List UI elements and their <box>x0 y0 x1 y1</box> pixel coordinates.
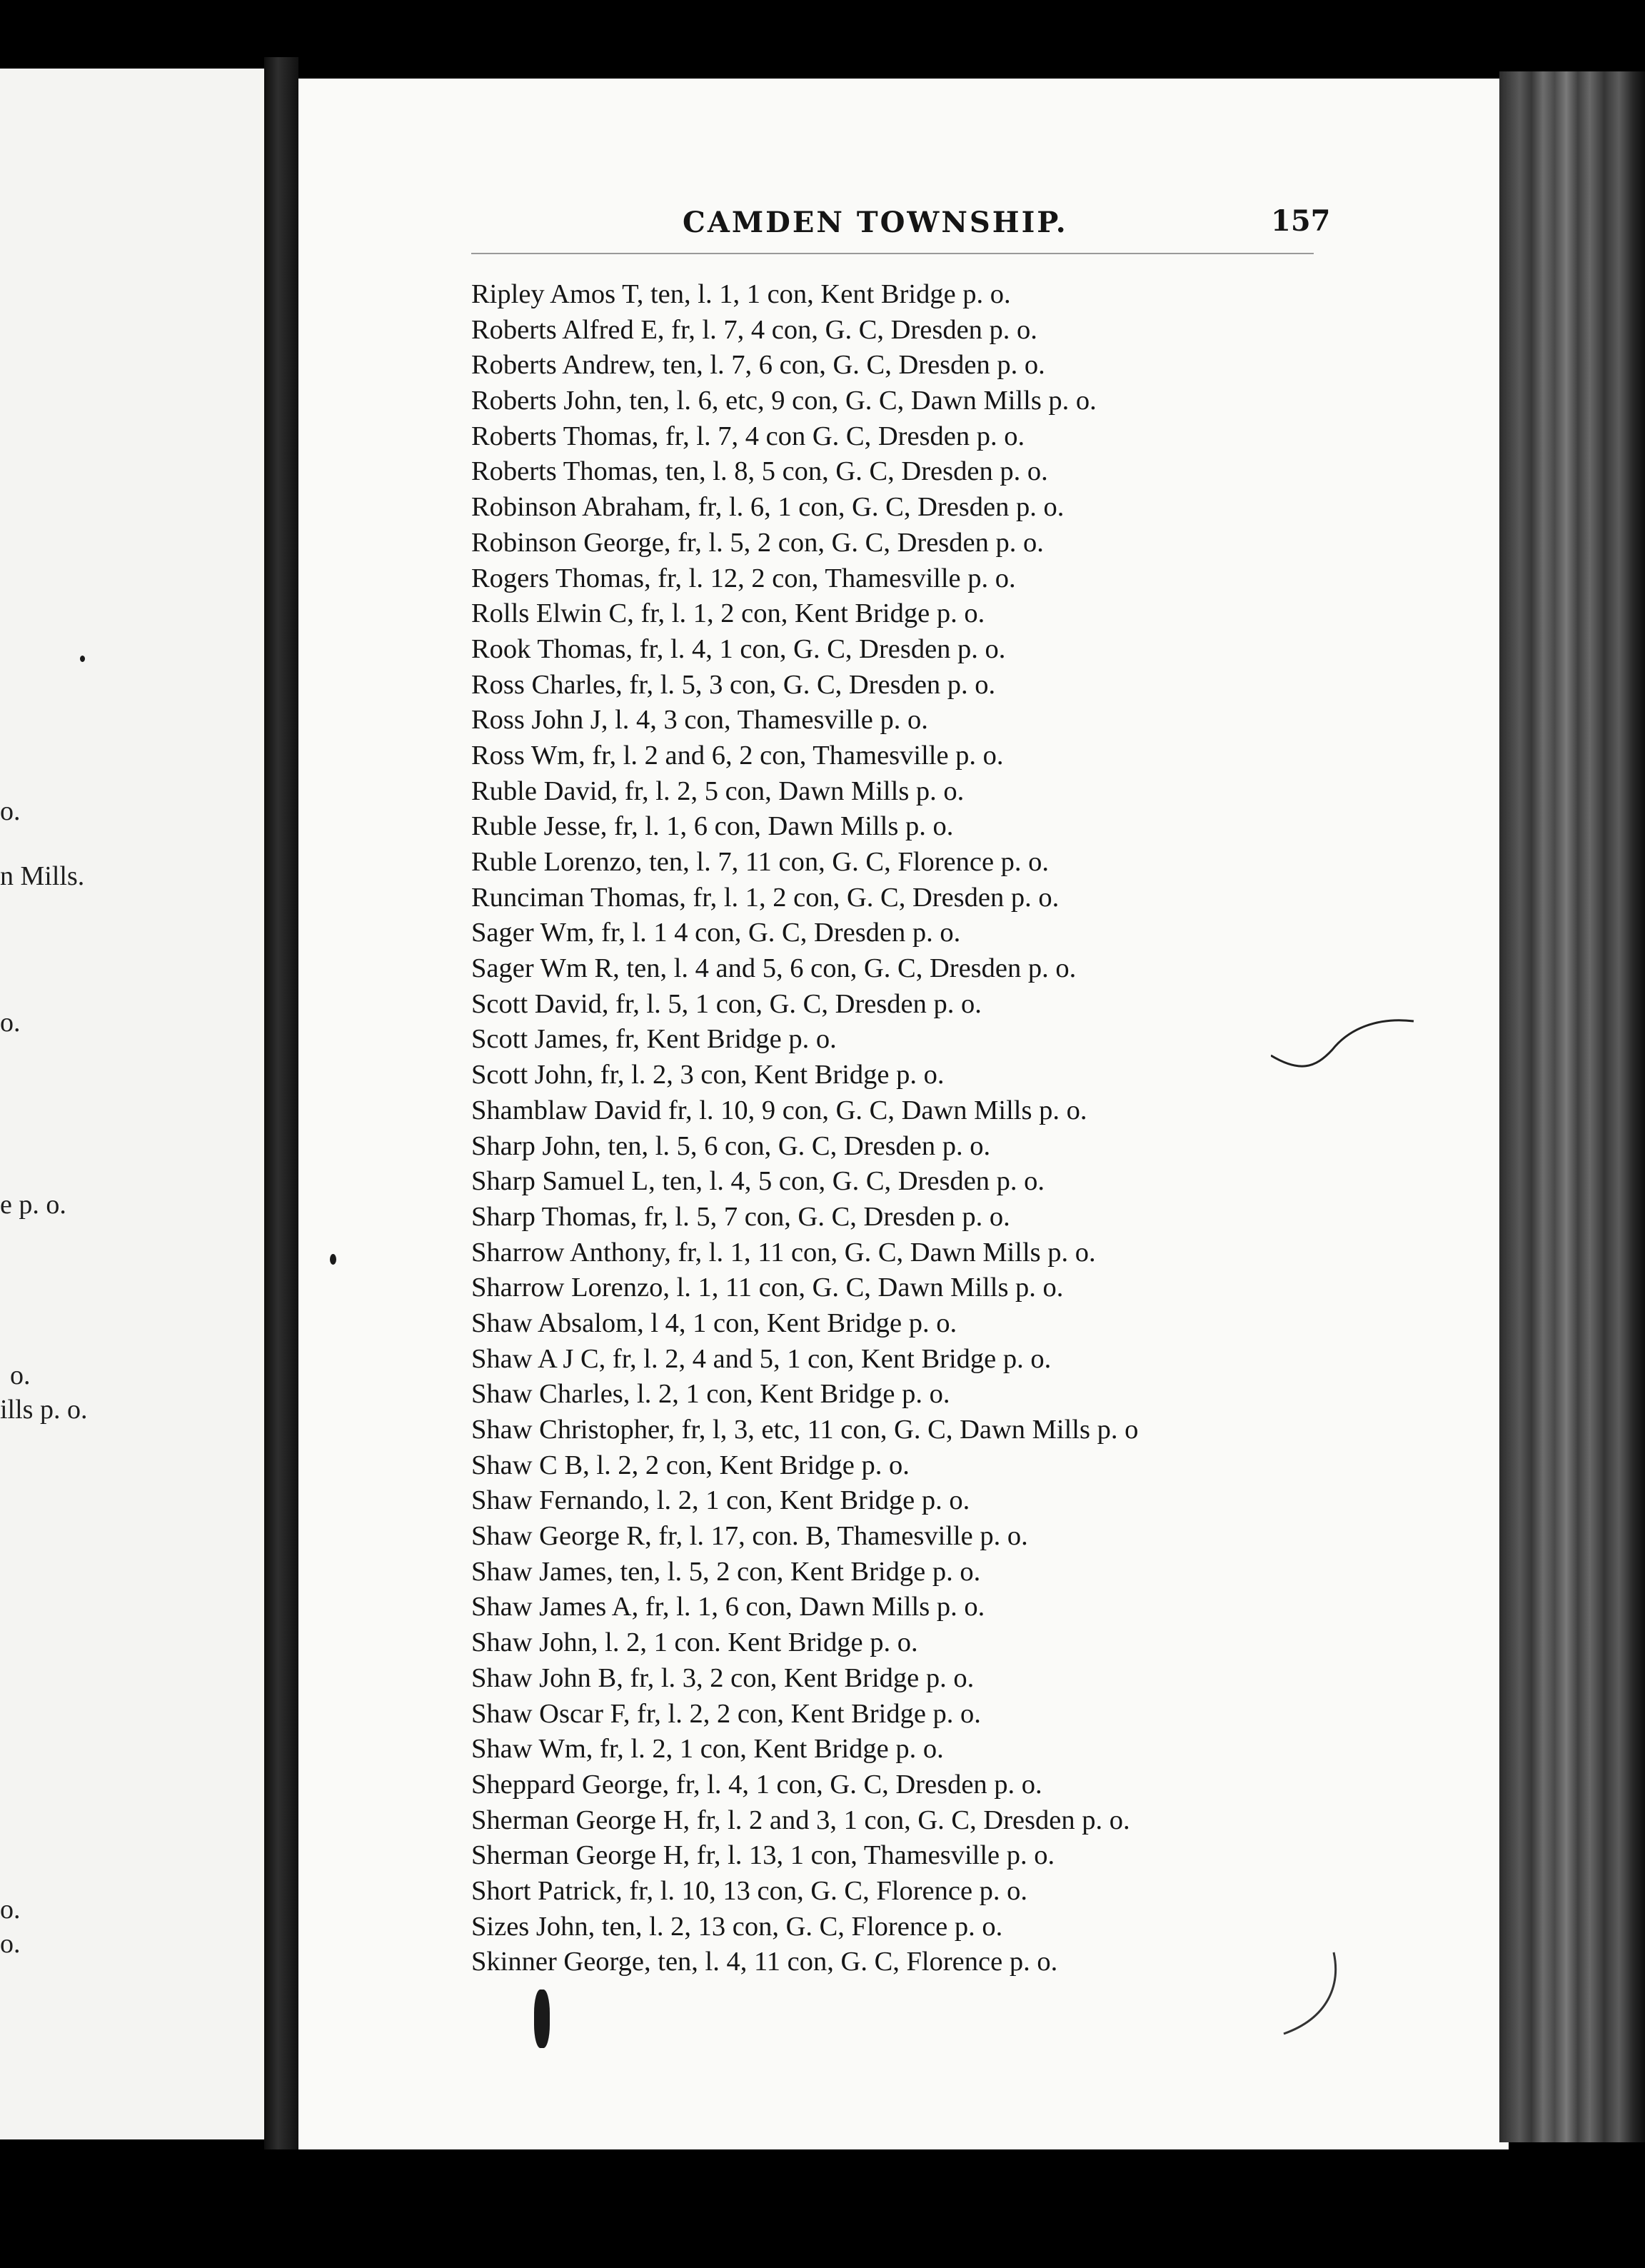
left-page-fragment: n Mills. <box>0 861 85 891</box>
directory-entry: Roberts Thomas, ten, l. 8, 5 con, G. C, Dresden p. o. <box>471 456 1048 487</box>
directory-entry: Shaw Absalom, l 4, 1 con, Kent Bridge p. o. <box>471 1308 957 1338</box>
directory-entry: Sharp Thomas, fr, l. 5, 7 con, G. C, Dresden p. o. <box>471 1201 1010 1232</box>
page-edges <box>1499 71 1645 2142</box>
directory-entry: Shaw C B, l. 2, 2 con, Kent Bridge p. o. <box>471 1450 910 1480</box>
directory-entry: Sharrow Anthony, fr, l. 1, 11 con, G. C, Dawn Mills p. o. <box>471 1237 1096 1268</box>
directory-entry: Shaw Wm, fr, l. 2, 1 con, Kent Bridge p. o. <box>471 1734 944 1765</box>
directory-entry: Scott John, fr, l. 2, 3 con, Kent Bridge p. o. <box>471 1060 945 1090</box>
directory-entry: Runciman Thomas, fr, l. 1, 2 con, G. C, Dresden p. o. <box>471 882 1060 913</box>
directory-entry: Sager Wm R, ten, l. 4 and 5, 6 con, G. C, Dresden p. o. <box>471 953 1077 984</box>
directory-entry: Shaw John, l. 2, 1 con. Kent Bridge p. o. <box>471 1627 918 1658</box>
directory-entry: Shaw George R, fr, l. 17, con. B, Thamesville p. o. <box>471 1521 1028 1552</box>
directory-entry: Rook Thomas, fr, l. 4, 1 con, G. C, Dresden p. o. <box>471 633 1006 664</box>
directory-entry: Sherman George H, fr, l. 13, 1 con, Thamesville p. o. <box>471 1840 1055 1871</box>
pen-stroke-mark <box>1271 1007 1421 1085</box>
directory-entry: Rogers Thomas, fr, l. 12, 2 con, Thamesville p. o. <box>471 563 1016 593</box>
left-page-fragment: o. <box>10 1360 31 1390</box>
ink-speck <box>80 656 85 662</box>
directory-entry: Ripley Amos T, ten, l. 1, 1 con, Kent Bridge p. o. <box>471 279 1011 309</box>
directory-entry: Sizes John, ten, l. 2, 13 con, G. C, Florence p. o. <box>471 1911 1003 1942</box>
directory-entry: Robinson Abraham, fr, l. 6, 1 con, G. C, Dresden p. o. <box>471 492 1065 523</box>
directory-entry: Sheppard George, fr, l. 4, 1 con, G. C, Dresden p. o. <box>471 1769 1042 1800</box>
pen-stroke-mark <box>1278 1950 1349 2042</box>
running-head: CAMDEN TOWNSHIP. <box>683 206 1068 239</box>
directory-entry: Ruble David, fr, l. 2, 5 con, Dawn Mills p. o. <box>471 776 965 806</box>
left-page-fragment: o. <box>0 1929 21 1959</box>
directory-entry: Sherman George H, fr, l. 2 and 3, 1 con, G. C, Dresden p. o. <box>471 1805 1130 1835</box>
ink-blot <box>534 1989 550 2048</box>
left-page-fragment: o. <box>0 1895 21 1925</box>
book-gutter <box>264 57 298 2149</box>
directory-entry: Rolls Elwin C, fr, l. 1, 2 con, Kent Bridge p. o. <box>471 598 985 629</box>
directory-entry: Skinner George, ten, l. 4, 11 con, G. C, Florence p. o. <box>471 1947 1058 1977</box>
directory-entry: Sager Wm, fr, l. 1 4 con, G. C, Dresden p. o. <box>471 918 961 948</box>
ink-speck <box>330 1254 336 1265</box>
directory-entry: Shaw Fernando, l. 2, 1 con, Kent Bridge p. o. <box>471 1485 970 1516</box>
facing-left-page <box>0 69 264 2139</box>
directory-entry: Sharrow Lorenzo, l. 1, 11 con, G. C, Dawn Mills p. o. <box>471 1273 1064 1303</box>
directory-entry: Robinson George, fr, l. 5, 2 con, G. C, Dresden p. o. <box>471 527 1044 558</box>
page-number: 157 <box>1271 204 1331 238</box>
directory-entry: Roberts Andrew, ten, l. 7, 6 con, G. C, Dresden p. o. <box>471 350 1045 381</box>
directory-entry: Sharp Samuel L, ten, l. 4, 5 con, G. C, Dresden p. o. <box>471 1166 1045 1197</box>
directory-entry: Ruble Jesse, fr, l. 1, 6 con, Dawn Mills p. o. <box>471 811 954 842</box>
directory-entry: Shaw James, ten, l. 5, 2 con, Kent Bridge p. o. <box>471 1556 981 1587</box>
left-page-fragment: o. <box>0 796 21 826</box>
directory-entry: Shaw Christopher, fr, l, 3, etc, 11 con, G. C, Dawn Mills p. o <box>471 1415 1139 1445</box>
directory-entry: Scott David, fr, l. 5, 1 con, G. C, Dresden p. o. <box>471 988 982 1019</box>
directory-entry: Ross Wm, fr, l. 2 and 6, 2 con, Thamesville p. o. <box>471 740 1004 771</box>
header-rule <box>471 253 1314 254</box>
directory-entry: Shaw John B, fr, l. 3, 2 con, Kent Bridge p. o. <box>471 1662 975 1693</box>
left-page-fragment: e p. o. <box>0 1190 66 1220</box>
directory-entry: Sharp John, ten, l. 5, 6 con, G. C, Dresden p. o. <box>471 1130 991 1161</box>
directory-entries <box>471 277 1357 1980</box>
directory-entry: Roberts Alfred E, fr, l. 7, 4 con, G. C, Dresden p. o. <box>471 314 1037 345</box>
left-page-fragment: ills p. o. <box>0 1395 88 1425</box>
directory-entry: Shaw James A, fr, l. 1, 6 con, Dawn Mills p. o. <box>471 1592 985 1622</box>
directory-entry: Ruble Lorenzo, ten, l. 7, 11 con, G. C, Florence p. o. <box>471 847 1050 877</box>
directory-entry: Scott James, fr, Kent Bridge p. o. <box>471 1024 837 1055</box>
directory-entry: Roberts Thomas, fr, l. 7, 4 con G. C, Dresden p. o. <box>471 421 1025 451</box>
directory-entry: Shaw Oscar F, fr, l. 2, 2 con, Kent Bridge p. o. <box>471 1698 981 1729</box>
left-page-fragment: o. <box>0 1008 21 1038</box>
directory-entry: Short Patrick, fr, l. 10, 13 con, G. C, Florence p. o. <box>471 1875 1028 1906</box>
directory-entry: Shaw A J C, fr, l. 2, 4 and 5, 1 con, Kent Bridge p. o. <box>471 1343 1052 1374</box>
directory-entry: Roberts John, ten, l. 6, etc, 9 con, G. C, Dawn Mills p. o. <box>471 386 1097 416</box>
directory-entry: Ross John J, l. 4, 3 con, Thamesville p. o. <box>471 705 928 736</box>
directory-entry: Shamblaw David fr, l. 10, 9 con, G. C, Dawn Mills p. o. <box>471 1095 1087 1125</box>
directory-entry: Shaw Charles, l. 2, 1 con, Kent Bridge p. o. <box>471 1379 950 1410</box>
directory-entry: Ross Charles, fr, l. 5, 3 con, G. C, Dresden p. o. <box>471 669 996 700</box>
